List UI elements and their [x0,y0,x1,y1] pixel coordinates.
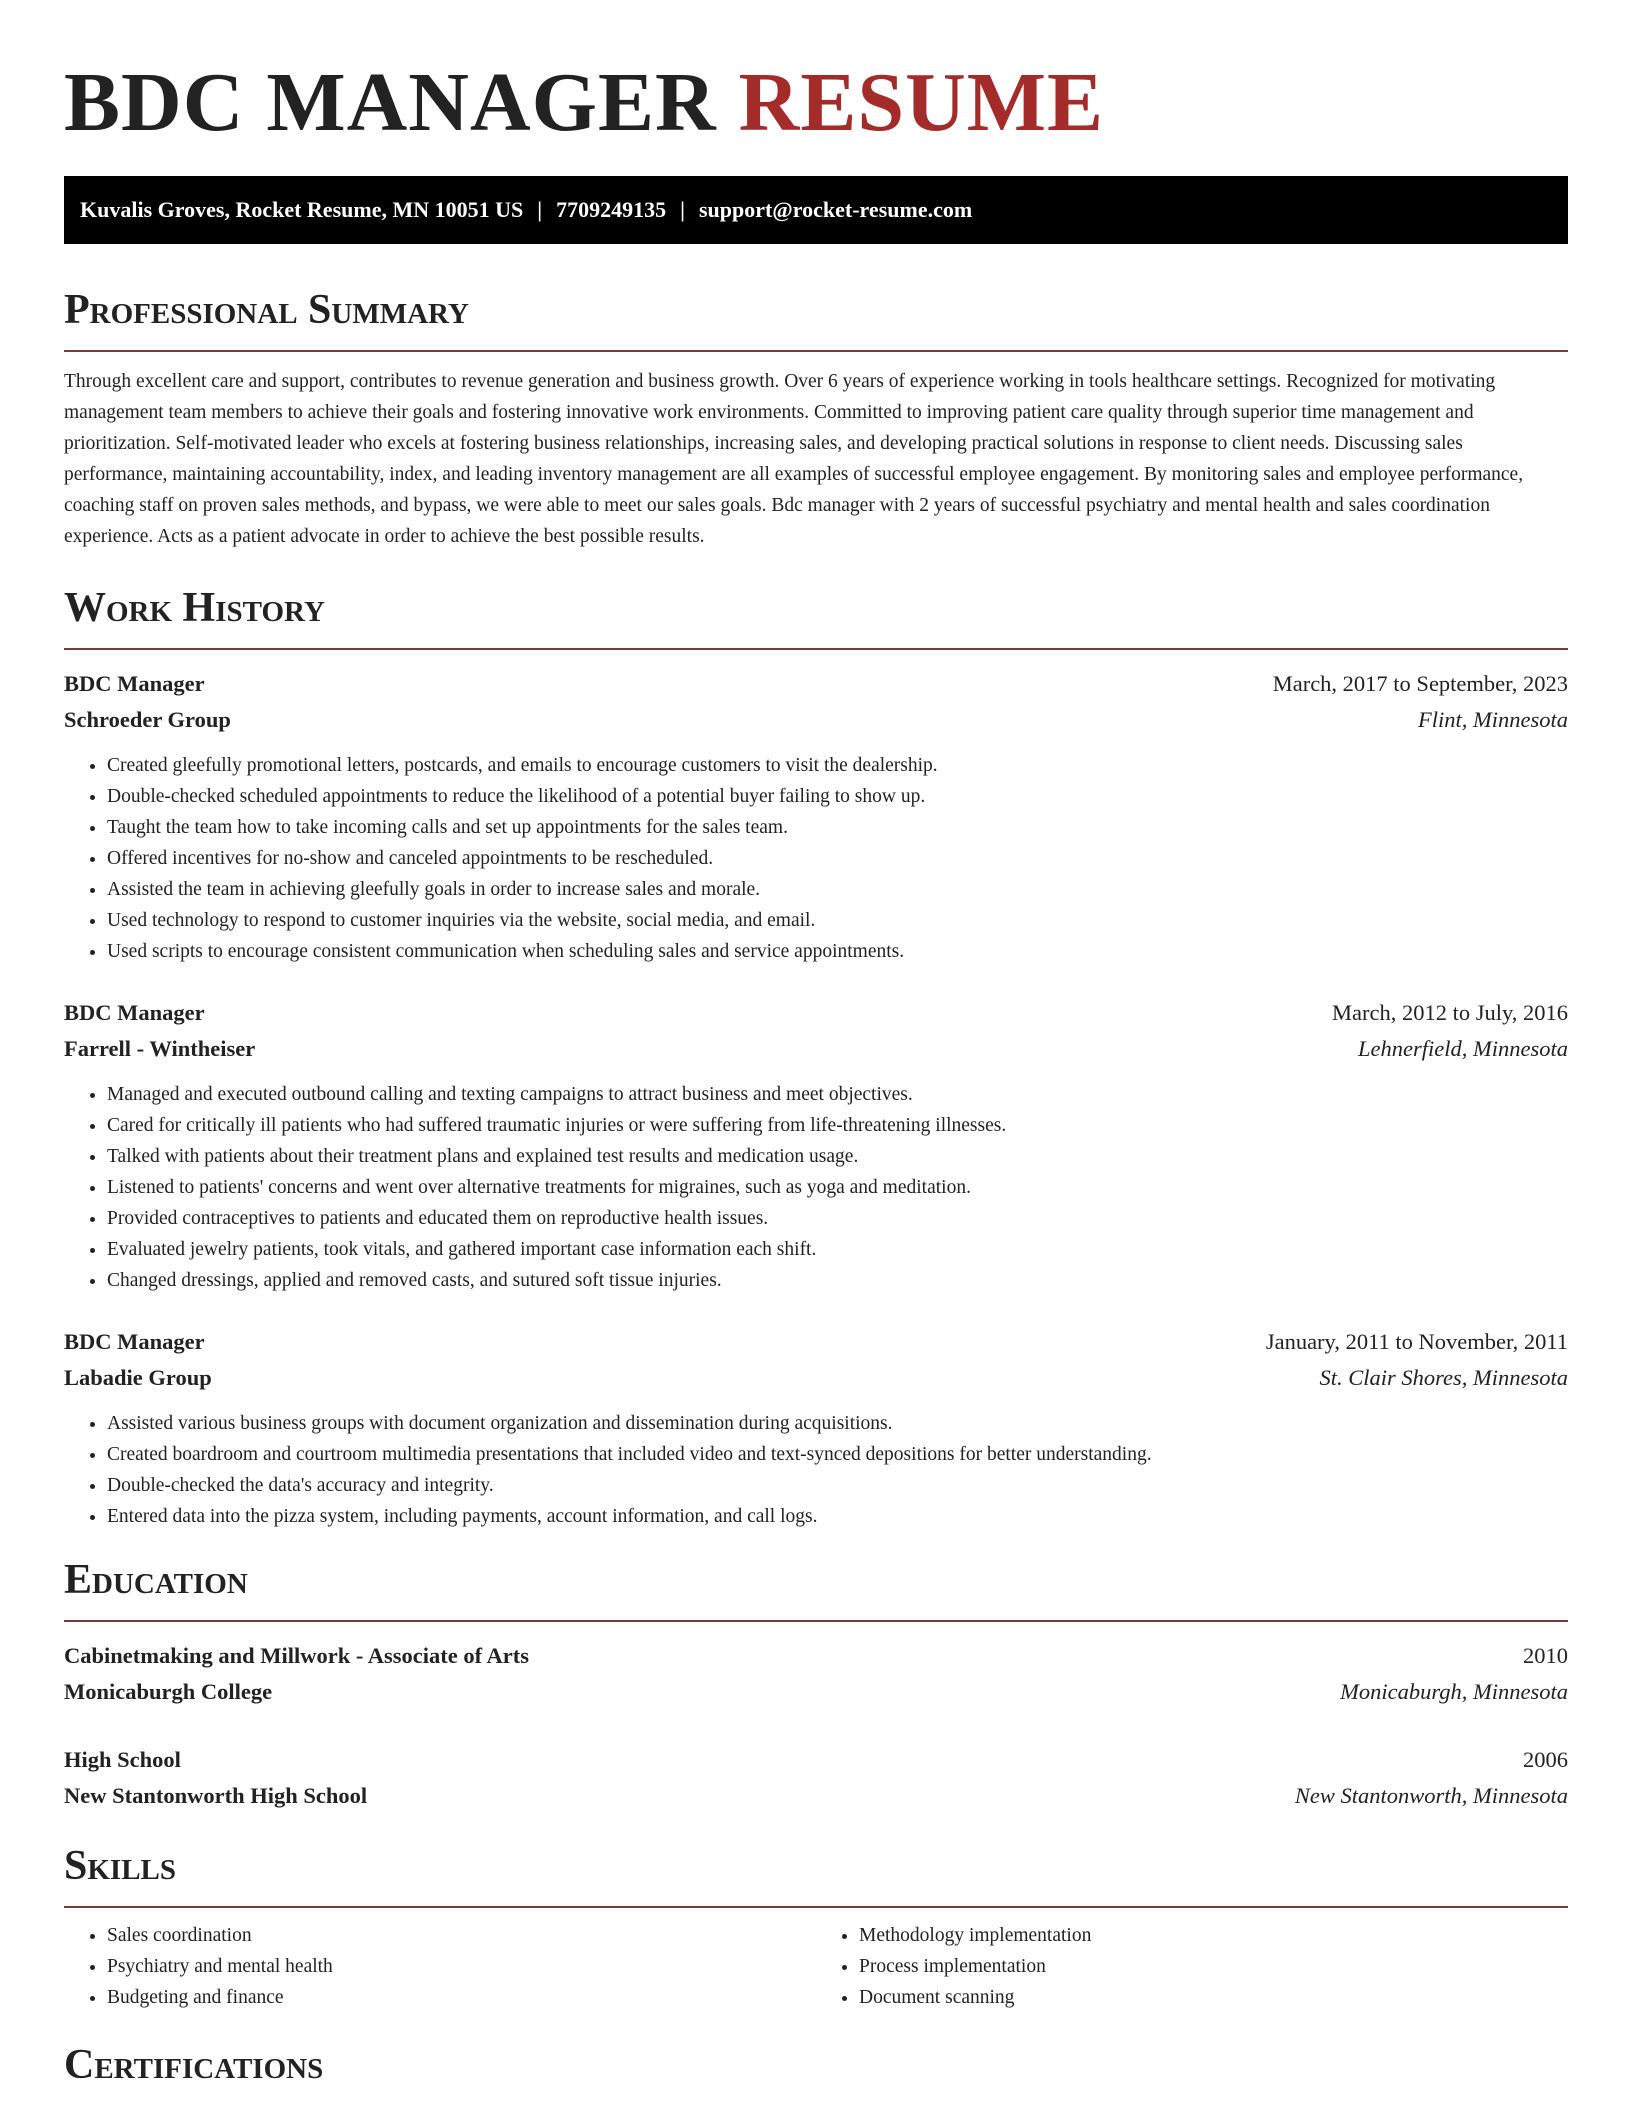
job-bullet: • Assisted the team in achieving gleefully goals in order to increase sales and morale. [107,874,1568,905]
job-bullet: • Double-checked scheduled appointments to reduce the likelihood of a potential buyer failing to show up. [107,781,1568,812]
job-bullet: • Cared for critically ill patients who had suffered traumatic injuries or were suffering from life-threatening illnesses. [107,1110,1568,1141]
education-location: Monicaburgh, Minnesota [1340,1679,1568,1704]
education-school-row [64,1674,1568,1710]
education-entry [64,1638,1568,1710]
education-school: New Stantonworth High School [64,1783,368,1808]
education-section [64,1554,1568,1814]
job-title: BDC Manager [64,1329,205,1354]
section-heading-work-history: Work History [64,585,325,631]
job-bullet: • Used scripts to encourage consistent communication when scheduling sales and service appointments. [107,936,1568,967]
job-company-row [64,1031,1568,1067]
job-company: Labadie Group [64,1365,212,1390]
contact-email[interactable]: support@rocket-resume.com [698,197,973,222]
skills-columns [64,1920,1568,2013]
skill-item: • Budgeting and finance [107,1982,816,2013]
skill-item: • Process implementation [859,1951,1568,1982]
job-bullet: • Talked with patients about their treatment plans and explained test results and medication usage. [107,1141,1568,1172]
resume-title [64,0,1568,148]
job-header-row [64,666,1568,702]
job-dates: March, 2012 to July, 2016 [1331,1000,1568,1025]
job-bullets [64,750,1568,967]
job-bullet: • Listened to patients' concerns and went over alternative treatments for migraines, such as yoga and meditation. [107,1172,1568,1203]
education-year: 2010 [1523,1643,1568,1668]
job-bullet: • Offered incentives for no-show and canceled appointments to be rescheduled. [107,843,1568,874]
job-title: BDC Manager [64,1000,205,1025]
education-location: New Stantonworth, Minnesota [1294,1783,1568,1808]
summary-text: Through excellent care and support, contributes to revenue generation and business growth. Over 6 years of experience working in tools healthcare settings. Recognized for motivating management team members to achieve their goals and fostering innovative work environments. Committed to improving patient care quality through superior time management and prioritization. Self-motivated leader who excels at fostering business relationships, increasing sales, and developing practical solutions in response to client needs. Discussing sales performance, maintaining accountability, index, and leading inventory management are all examples of successful employee engagement. By monitoring sales and employee performance, coaching staff on proven sales methods, and bypass, we were able to meet our sales goals. Bdc manager with 2 years of successful psychiatry and mental health and sales coordination experience. Acts as a patient advocate in order to achieve the best possible results. [64,371,1524,547]
job-header-row [64,1324,1568,1360]
section-heading-education: Education [64,1557,248,1603]
job-bullet: • Evaluated jewelry patients, took vitals, and gathered important case information each shift. [107,1234,1568,1265]
title-main: BDC MANAGER [64,56,717,149]
job-location: St. Clair Shores, Minnesota [1319,1365,1568,1390]
job-entry [64,995,1568,1296]
education-entry [64,1742,1568,1814]
job-bullets [64,1079,1568,1296]
work-history-section [64,582,1568,1532]
section-divider [64,648,1568,650]
education-degree: Cabinetmaking and Millwork - Associate of Arts [64,1643,530,1668]
job-bullet: • Used technology to respond to customer inquiries via the website, social media, and email. [107,905,1568,936]
contact-separator: | [537,197,543,222]
skill-item: • Psychiatry and mental health [107,1951,816,1982]
job-company-row [64,702,1568,738]
job-bullet: • Assisted various business groups with document organization and dissemination during acquisitions. [107,1408,1568,1439]
job-bullets [64,1408,1568,1532]
job-company: Farrell - Wintheiser [64,1036,256,1061]
skills-list-right [816,1920,1568,2013]
education-year: 2006 [1523,1747,1568,1772]
job-bullet: • Managed and executed outbound calling and texting campaigns to attract business and meet objectives. [107,1079,1568,1110]
section-divider [64,1620,1568,1622]
section-heading-certifications: Certifications [64,2042,324,2088]
job-dates: January, 2011 to November, 2011 [1265,1329,1568,1354]
contact-separator: | [680,197,685,222]
skill-item: • Methodology implementation [859,1920,1568,1951]
certifications-section [64,2039,1568,2091]
education-school-row [64,1778,1568,1814]
skill-item: • Sales coordination [107,1920,816,1951]
education-school: Monicaburgh College [64,1679,273,1704]
contact-address: Kuvalis Groves, Rocket Resume, MN 10051 US [80,197,524,222]
section-heading-summary: Professional Summary [64,287,469,333]
job-location: Lehnerfield, Minnesota [1358,1036,1568,1061]
section-heading-skills: Skills [64,1843,177,1889]
job-bullet: • Changed dressings, applied and removed casts, and sutured soft tissue injuries. [107,1265,1568,1296]
skill-item: • Document scanning [859,1982,1568,2013]
job-entry [64,666,1568,967]
job-company-row [64,1360,1568,1396]
section-divider [64,350,1568,352]
job-dates: March, 2017 to September, 2023 [1272,671,1568,696]
section-divider [64,1906,1568,1908]
skills-list-left [64,1920,816,2013]
summary-section [64,284,1568,552]
job-bullet: • Provided contraceptives to patients and educated them on reproductive health issues. [107,1203,1568,1234]
education-degree: High School [64,1747,181,1772]
contact-bar [64,176,1568,244]
contact-phone[interactable]: 7709249135 [556,197,667,222]
job-header-row [64,995,1568,1031]
job-location: Flint, Minnesota [1418,707,1568,732]
title-accent: RESUME [738,56,1105,149]
education-degree-row [64,1638,1568,1674]
job-bullet: • Taught the team how to take incoming calls and set up appointments for the sales team. [107,812,1568,843]
job-title: BDC Manager [64,671,205,696]
job-entry [64,1324,1568,1532]
skills-section [64,1840,1568,2013]
job-bullet: • Created boardroom and courtroom multimedia presentations that included video and text-synced depositions for better understanding. [107,1439,1568,1470]
job-bullet: • Double-checked the data's accuracy and integrity. [107,1470,1568,1501]
education-degree-row [64,1742,1568,1778]
job-bullet: • Created gleefully promotional letters, postcards, and emails to encourage customers to visit the dealership. [107,750,1568,781]
job-company: Schroeder Group [64,707,231,732]
job-bullet: • Entered data into the pizza system, including payments, account information, and call logs. [107,1501,1568,1532]
